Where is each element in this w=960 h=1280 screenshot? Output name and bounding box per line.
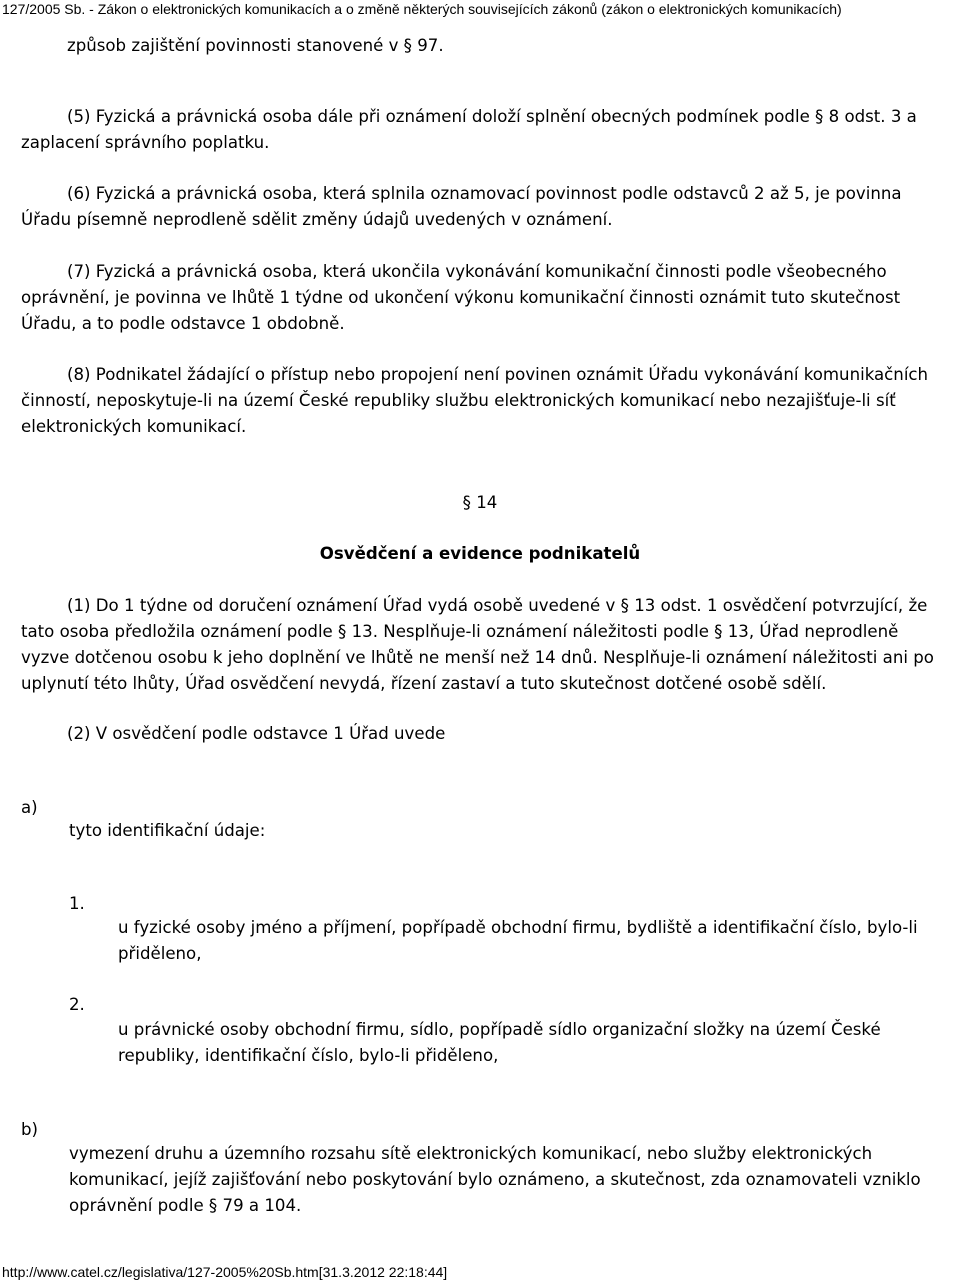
section-number: § 14 — [462, 493, 498, 512]
sublist-item-1-label: 1. — [69, 894, 85, 913]
sublist-item-2-label: 2. — [69, 995, 85, 1014]
paragraph-continuation: způsob zajištění povinnosti stanovené v § 97. — [67, 36, 444, 55]
sublist-item-1-text: u fyzické osoby jméno a příjmení, popřípadě obchodní firmu, bydliště a identifikační číslo, bylo-li přiděleno, — [118, 918, 918, 963]
sublist-item-2-text: u právnické osoby obchodní firmu, sídlo, popřípadě sídlo organizační složky na území České republiky, identifikační číslo, bylo-li přiděleno, — [118, 1020, 881, 1065]
section-title: Osvědčení a evidence podnikatelů — [319, 544, 641, 563]
section-14-paragraph-1: (1) Do 1 týdne od doručení oznámení Úřad vydá osobě uvedené v § 13 odst. 1 osvědčení potvrzující, že tato osoba předložila oznámení podle § 13. Nesplňuje-li oznámení náležitosti podle § 13, Úřad neprodleně vyzve dotčenou osobu k jeho doplnění ve lhůtě ne menší než 14 dnů. Nesplňuje-li oznámení náležitosti ani po uplynutí této lhůty, Úřad osvědčení nevydá, řízení zastaví a tuto skutečnost dotčené osobě sdělí. — [21, 596, 934, 693]
page-header-title: 127/2005 Sb. - Zákon o elektronických komunikacích a o změně některých souvisejících zákonů (zákon o elektronických komunikacích) — [2, 1, 842, 17]
paragraph-7: (7) Fyzická a právnická osoba, která ukončila vykonávání komunikační činnosti podle všeobecného oprávnění, je povinna ve lhůtě 1 týdne od ukončení výkonu komunikační činnosti oznámit tuto skutečnost Úřadu, a to podle odstavce 1 obdobně. — [21, 262, 901, 333]
list-item-b-text: vymezení druhu a územního rozsahu sítě elektronických komunikací, nebo služby elektronických komunikací, jejíž zajišťování nebo poskytování bylo oznámeno, a skutečnost, zda oznamovateli vzniklo oprávnění podle § 79 a 104. — [69, 1144, 921, 1215]
section-14-paragraph-2: (2) V osvědčení podle odstavce 1 Úřad uvede — [67, 724, 446, 743]
list-item-a-label: a) — [21, 798, 38, 817]
list-item-b-label: b) — [21, 1120, 39, 1139]
paragraph-6: (6) Fyzická a právnická osoba, která splnila oznamovací povinnost podle odstavců 2 až 5, je povinna Úřadu písemně neprodleně sdělit změny údajů uvedených v oznámení. — [21, 184, 902, 229]
page-footer-url: http://www.catel.cz/legislativa/127-2005%20Sb.htm[31.3.2012 22:18:44] — [2, 1264, 448, 1280]
paragraph-8: (8) Podnikatel žádající o přístup nebo propojení není povinen oznámit Úřadu vykonávání komunikačních činností, neposkytuje-li na území České republiky službu elektronických komunikací nebo nezajišťuje-li síť elektronických komunikací. — [21, 365, 929, 436]
list-item-a-text: tyto identifikační údaje: — [69, 821, 266, 840]
paragraph-5: (5) Fyzická a právnická osoba dále při oznámení doloží splnění obecných podmínek podle § 8 odst. 3 a zaplacení správního poplatku. — [21, 107, 917, 152]
